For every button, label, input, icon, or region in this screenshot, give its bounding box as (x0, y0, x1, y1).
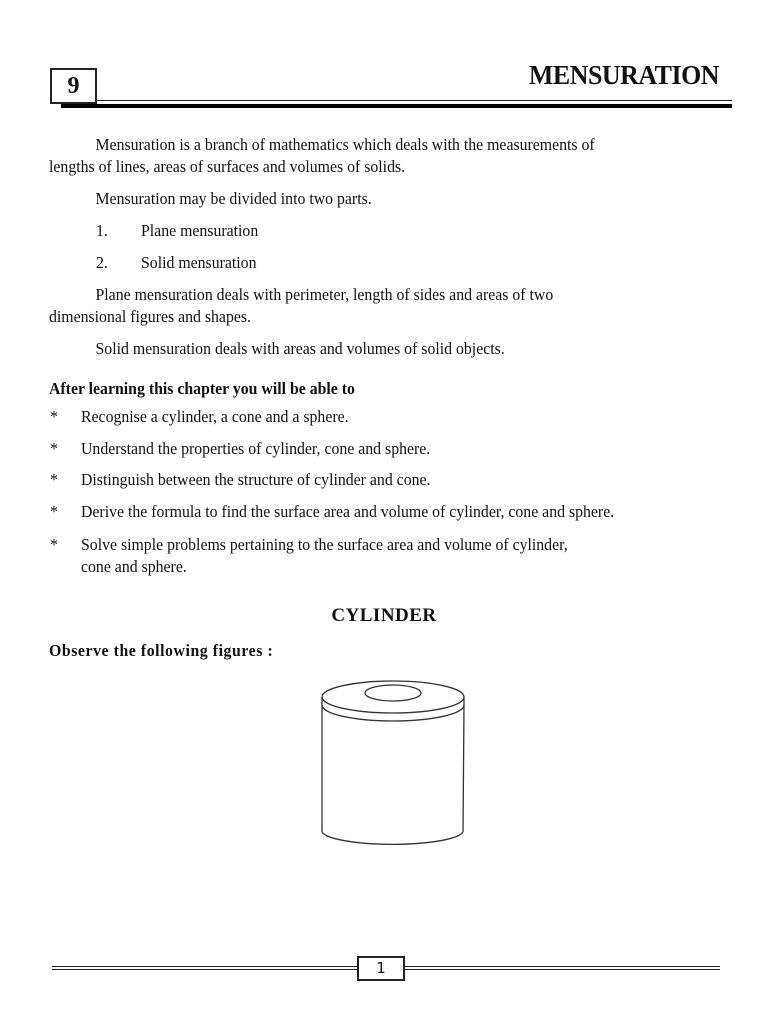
intro-paragraph-3 (49, 284, 719, 328)
observe-prompt: Observe the following figures : (49, 641, 274, 660)
header-thick-rule (61, 104, 732, 108)
objective-item-5-line2: cone and sphere. (81, 557, 187, 576)
intro-p3-line2: dimensional figures and shapes. (49, 307, 251, 326)
chapter-number-box (50, 68, 97, 104)
part-label-2: Solid mensuration (141, 253, 257, 272)
bullet-icon: * (50, 407, 58, 426)
intro-p3-line1: Plane mensuration deals with perimeter, length of sides and areas of two (95, 285, 554, 304)
page-number: 1 (376, 959, 386, 977)
intro-p1-line1: Mensuration is a branch of mathematics which deals with the measurements of (95, 135, 595, 154)
objectives-heading: After learning this chapter you will be able to (49, 379, 355, 398)
objective-item-3: Distinguish between the structure of cylinder and cone. (81, 470, 431, 489)
bullet-icon: * (50, 470, 58, 489)
objective-item-5 (81, 534, 568, 578)
part-number-2: 2. (96, 253, 108, 272)
objective-item-2: Understand the properties of cylinder, cone and sphere. (81, 439, 431, 458)
objective-item-5-line1: Solve simple problems pertaining to the surface area and volume of cylinder, (81, 535, 568, 554)
chapter-title: MENSURATION (528, 60, 719, 90)
bullet-icon: * (50, 502, 58, 521)
intro-paragraph-2: Mensuration may be divided into two parts. (95, 189, 372, 208)
part-label-1: Plane mensuration (141, 221, 259, 240)
chapter-number: 9 (67, 73, 80, 99)
intro-paragraph-1 (49, 134, 719, 178)
objective-item-4: Derive the formula to find the surface area and volume of cylinder, cone and sphere. (81, 502, 615, 521)
page-number-box (357, 956, 405, 981)
cylinder-figure-icon (300, 670, 490, 865)
intro-p1-line2: lengths of lines, areas of surfaces and volumes of solids. (49, 157, 406, 176)
bullet-icon: * (50, 535, 58, 554)
section-title-cylinder: CYLINDER (331, 605, 437, 626)
objective-item-1: Recognise a cylinder, a cone and a sphere. (81, 407, 349, 426)
part-number-1: 1. (96, 221, 108, 240)
bullet-icon: * (50, 439, 58, 458)
header-thin-rule (95, 100, 732, 101)
intro-paragraph-4: Solid mensuration deals with areas and volumes of solid objects. (95, 339, 505, 358)
